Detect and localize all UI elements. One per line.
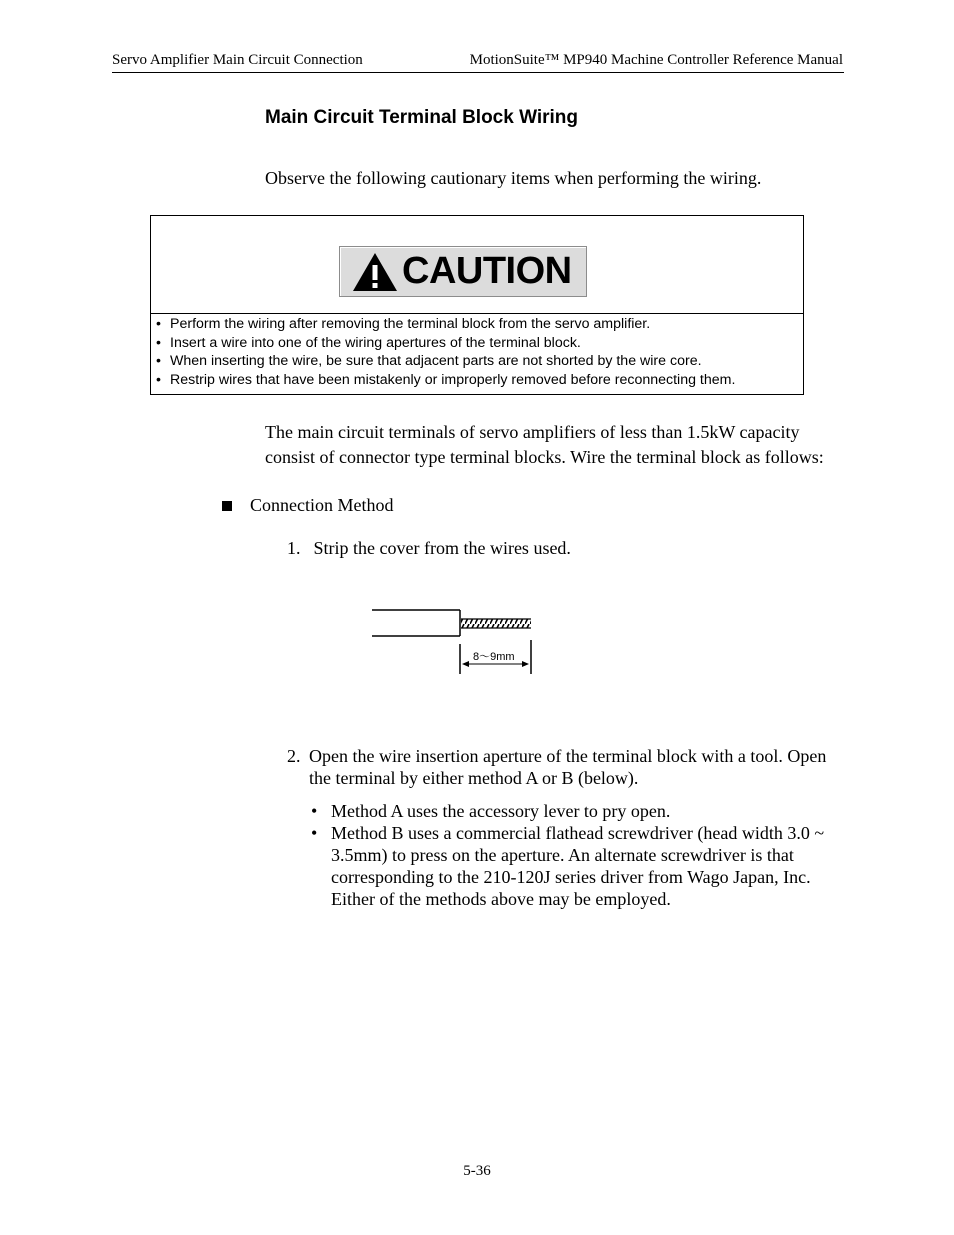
square-bullet-icon (222, 501, 232, 511)
step-number: 1. (287, 538, 301, 558)
intro-paragraph: Observe the following cautionary items when performing the wiring. (265, 168, 762, 188)
header-right-title: MotionSuite™ MP940 Machine Controller Reference Manual (469, 52, 843, 68)
header-left-title: Servo Amplifier Main Circuit Connection (112, 52, 363, 68)
step-1 (287, 537, 571, 559)
body-paragraph-line: consist of connector type terminal blocks. Wire the terminal block as follows: (265, 447, 824, 467)
method-b-line: Method B uses a commercial flathead screwdriver (head width 3.0 ~ (331, 823, 825, 843)
bullet-dot-icon: • (311, 801, 318, 821)
caution-title: CAUTION (402, 250, 572, 292)
caution-item: • Perform the wiring after removing the terminal block from the servo amplifier. (156, 316, 651, 332)
method-b-line: 3.5mm) to press on the aperture. An alternate screwdriver is that (331, 845, 794, 865)
step-2-line: Open the wire insertion aperture of the terminal block with a tool. Open (309, 746, 827, 766)
dimension-label: 8～9mm (473, 651, 515, 663)
connection-method-heading: Connection Method (250, 495, 394, 515)
caution-header (151, 216, 803, 314)
caution-item: • Insert a wire into one of the wiring apertures of the terminal block. (156, 334, 581, 351)
page-number: 5-36 (463, 1163, 491, 1179)
method-b-text (331, 822, 846, 910)
method-a-text: Method A uses the accessory lever to pry open. (331, 801, 671, 821)
bullet-dot-icon: • (311, 823, 318, 843)
wire-strip-diagram (370, 600, 540, 680)
caution-list (151, 315, 803, 389)
step-2-text (309, 745, 849, 789)
step-text: Strip the cover from the wires used. (313, 538, 571, 558)
method-b-line: corresponding to the 210-120J series driver from Wago Japan, Inc. (331, 867, 811, 887)
step-2-number: 2. (287, 746, 301, 766)
header-divider (112, 72, 844, 73)
caution-box (150, 215, 804, 395)
step-2-line: the terminal by either method A or B (below). (309, 768, 639, 788)
caution-item: • Restrip wires that have been mistakenly or improperly removed before reconnecting them. (156, 371, 736, 388)
method-b-line: Either of the methods above may be employed. (331, 889, 671, 909)
section-title: Main Circuit Terminal Block Wiring (265, 107, 579, 128)
caution-item: • When inserting the wire, be sure that adjacent parts are not shorted by the wire core. (156, 353, 702, 369)
warning-triangle-icon (352, 252, 398, 292)
body-paragraph (265, 420, 824, 470)
body-paragraph-line: The main circuit terminals of servo amplifiers of less than 1.5kW capacity (265, 422, 800, 442)
caution-label (339, 246, 587, 297)
